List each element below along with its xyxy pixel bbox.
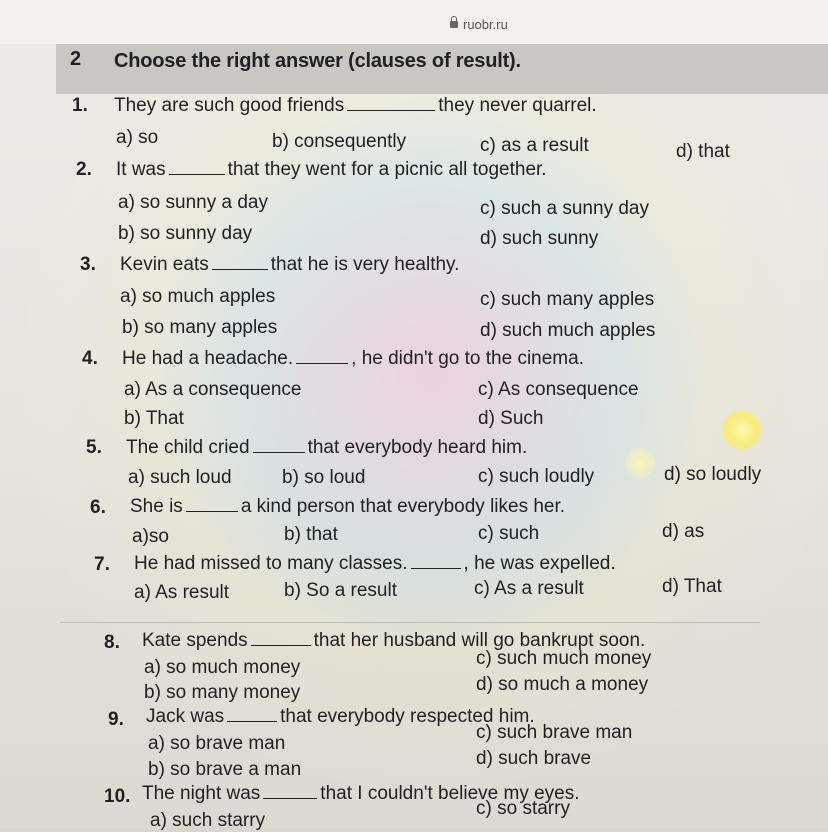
question-number: 2. — [76, 159, 92, 180]
option-d: d) such sunny — [480, 228, 599, 249]
option-d: d) so much a money — [476, 674, 649, 695]
option-a: a) so much apples — [120, 286, 276, 307]
option-b: b) so sunny day — [118, 223, 253, 244]
option-d: d) such brave — [476, 748, 592, 769]
question-text: Kevin eats that he is very healthy. — [120, 254, 460, 275]
option-a: a) As a consequence — [124, 379, 302, 400]
option-b: b) so loud — [282, 467, 366, 488]
question-number: 9. — [108, 709, 124, 730]
option-a: a) so much money — [144, 657, 301, 678]
option-d: d) such much apples — [480, 320, 656, 341]
question-number: 3. — [80, 254, 96, 275]
option-b: b) so many apples — [122, 317, 278, 338]
option-c: c) As consequence — [478, 379, 639, 400]
option-b: b) That — [124, 408, 184, 429]
option-b: b) consequently — [272, 131, 407, 152]
url-text: ruobr.ru — [463, 17, 508, 32]
question-number: 1. — [72, 95, 88, 116]
option-d: d) that — [676, 141, 730, 162]
question-number: 5. — [86, 437, 102, 458]
exercise-title: Choose the right answer (clauses of result). — [114, 50, 521, 72]
option-c: c) such — [478, 523, 540, 544]
exercise-number: 2 — [70, 48, 82, 70]
question-number: 6. — [90, 497, 106, 518]
option-a: a) such starry — [150, 810, 266, 831]
page-divider — [60, 622, 760, 623]
question-text: The night was that I couldn't believe my eyes. — [142, 783, 580, 804]
option-a: a) so sunny a day — [118, 192, 268, 213]
option-a: a) As result — [134, 582, 230, 603]
option-d: d) That — [662, 576, 722, 597]
question-text: Jack was that everybody respected him. — [146, 706, 535, 727]
option-a: a)so — [132, 526, 169, 547]
question-text: He had a headache. , he didn't go to the cinema. — [122, 348, 584, 369]
light-glare — [625, 448, 655, 478]
question-number: 7. — [94, 554, 110, 575]
option-d: d) Such — [478, 408, 544, 429]
question-text: Kate spends that her husband will go bankrupt soon. — [142, 630, 646, 651]
option-c: c) as a result — [480, 135, 589, 156]
option-b: b) that — [284, 524, 338, 545]
option-d: d) as — [662, 521, 705, 542]
option-b: b) so brave a man — [148, 759, 302, 780]
option-c: c) such many apples — [480, 289, 655, 310]
question-text: They are such good friends they never quarrel. — [114, 95, 597, 116]
url-display[interactable] — [450, 17, 508, 32]
option-c: c) such brave man — [476, 722, 633, 743]
option-c: c) such loudly — [478, 466, 595, 487]
browser-url-bar[interactable] — [0, 0, 828, 44]
option-a: a) so — [116, 127, 159, 148]
option-c: c) As a result — [474, 578, 584, 599]
option-c: c) such a sunny day — [480, 198, 649, 219]
question-text: She is a kind person that everybody likes her. — [130, 496, 566, 517]
option-c: c) so starry — [476, 798, 570, 819]
question-number: 8. — [104, 632, 120, 653]
question-text: The child cried that everybody heard him. — [126, 437, 528, 458]
option-b: b) so many money — [144, 682, 301, 703]
option-d: d) so loudly — [664, 464, 762, 485]
option-a: a) so brave man — [148, 733, 286, 754]
question-number: 10. — [104, 786, 131, 807]
lock-icon — [450, 20, 458, 29]
light-glare — [722, 410, 762, 450]
option-c: c) such much money — [476, 648, 652, 669]
option-b: b) So a result — [284, 580, 397, 601]
option-a: a) such loud — [128, 467, 232, 488]
question-number: 4. — [82, 348, 98, 369]
question-text: It was that they went for a picnic all together. — [116, 159, 547, 180]
question-text: He had missed to many classes. , he was expelled. — [134, 553, 616, 574]
